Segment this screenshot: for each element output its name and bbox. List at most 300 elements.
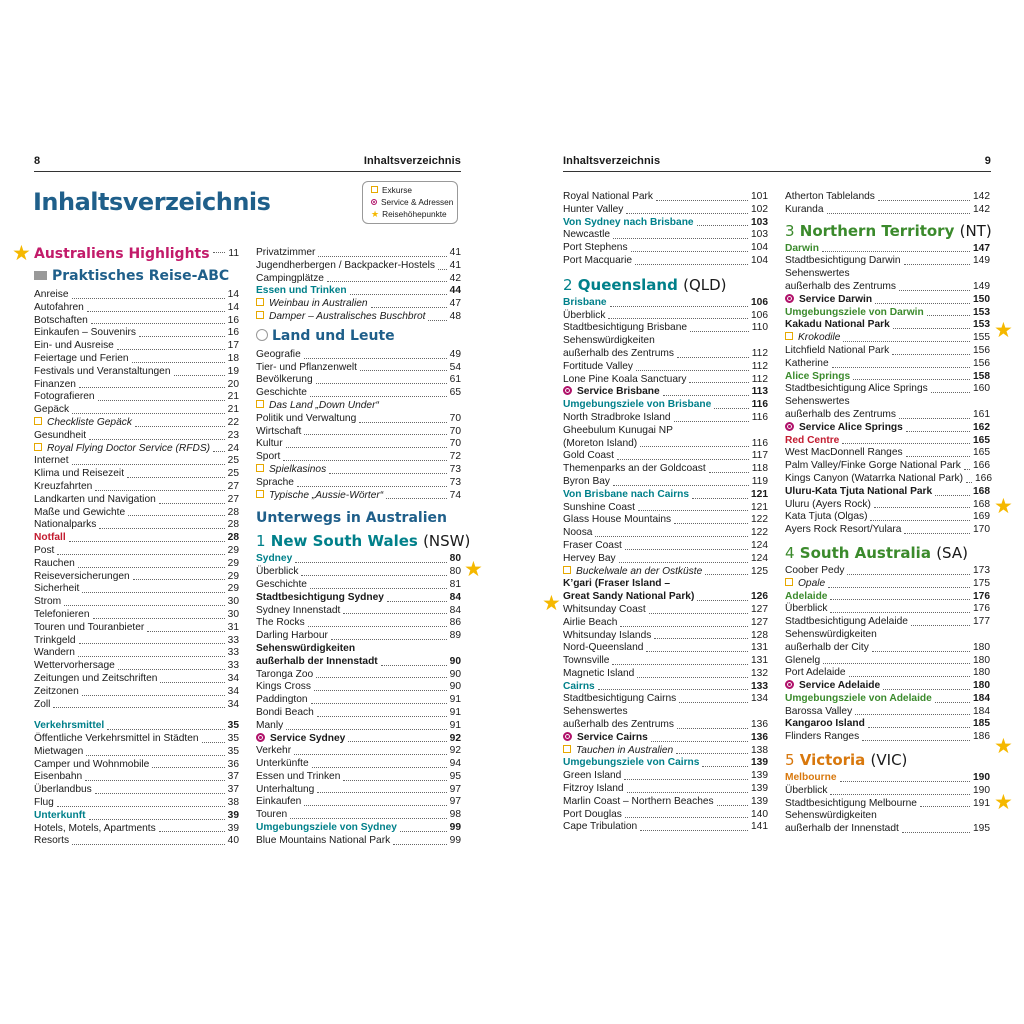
toc-entry[interactable] bbox=[563, 770, 768, 783]
toc-entry-page: 42 bbox=[449, 272, 461, 284]
toc-entry[interactable] bbox=[785, 435, 990, 448]
toc-entry-title: Geschichte bbox=[256, 578, 307, 590]
dot-leader bbox=[135, 426, 225, 427]
toc-entry[interactable] bbox=[34, 759, 239, 772]
toc-entry[interactable] bbox=[785, 332, 990, 345]
dot-leader bbox=[870, 520, 970, 521]
toc-entry[interactable] bbox=[34, 430, 239, 443]
toc-entry[interactable] bbox=[256, 247, 461, 260]
toc-entry[interactable] bbox=[256, 745, 461, 758]
toc-entry[interactable] bbox=[785, 294, 990, 307]
toc-entry[interactable] bbox=[785, 785, 990, 798]
toc-entry[interactable] bbox=[256, 592, 461, 605]
toc-entry[interactable] bbox=[256, 605, 461, 618]
toc-entry[interactable] bbox=[563, 361, 768, 374]
dot-leader bbox=[849, 676, 970, 677]
dot-leader bbox=[637, 677, 748, 678]
toc-entry[interactable] bbox=[34, 302, 239, 315]
toc-entry[interactable] bbox=[563, 348, 768, 361]
toc-entry[interactable] bbox=[256, 374, 461, 387]
toc-entry[interactable] bbox=[34, 571, 239, 584]
toc-entry-page: 142 bbox=[973, 203, 990, 215]
toc-entry[interactable] bbox=[34, 673, 239, 686]
dot-leader bbox=[631, 251, 748, 252]
dot-leader bbox=[832, 367, 970, 368]
toc-entry-title: Marlin Coast – Northern Beaches bbox=[563, 795, 714, 807]
toc-entry[interactable] bbox=[256, 426, 461, 439]
toc-entry[interactable] bbox=[563, 463, 768, 476]
toc-entry[interactable] bbox=[785, 191, 990, 204]
toc-entry-title: außerhalb des Zentrums bbox=[563, 719, 674, 731]
toc-entry-title: Wirtschaft bbox=[256, 425, 302, 437]
toc-entry-title: Sehenswürdigkeiten bbox=[563, 335, 655, 347]
toc-entry[interactable] bbox=[34, 366, 239, 379]
toc-entry[interactable] bbox=[785, 616, 990, 629]
toc-entry-title: Sicherheit bbox=[34, 583, 80, 595]
toc-entry[interactable] bbox=[563, 255, 768, 268]
toc-entry[interactable] bbox=[256, 707, 461, 720]
toc-entry[interactable] bbox=[785, 447, 990, 460]
toc-entry[interactable] bbox=[256, 630, 461, 643]
toc-entry-title: Maße und Gewichte bbox=[34, 506, 126, 518]
toc-entry-title: Bevölkerung bbox=[256, 374, 313, 386]
toc-entry-page: 160 bbox=[973, 383, 990, 395]
toc-entry-page: 48 bbox=[449, 310, 461, 322]
dot-leader bbox=[283, 460, 446, 461]
toc-entry[interactable] bbox=[34, 404, 239, 417]
dot-leader bbox=[304, 358, 447, 359]
dot-leader bbox=[830, 599, 970, 600]
toc-entry[interactable] bbox=[34, 609, 239, 622]
toc-entry[interactable] bbox=[785, 655, 990, 668]
toc-entry[interactable] bbox=[563, 412, 768, 425]
toc-entry[interactable] bbox=[563, 668, 768, 681]
toc-entry[interactable] bbox=[34, 494, 239, 507]
toc-entry[interactable] bbox=[256, 566, 461, 579]
toc-entry-page: 25 bbox=[227, 468, 239, 480]
dot-leader bbox=[862, 740, 970, 741]
dot-leader bbox=[438, 269, 447, 270]
toc-entry[interactable] bbox=[563, 386, 768, 399]
running-head-left: Inhaltsverzeichnis bbox=[363, 155, 461, 167]
toc-entry[interactable] bbox=[34, 784, 239, 797]
toc-entry-page: 90 bbox=[449, 681, 461, 693]
toc-entry[interactable] bbox=[34, 596, 239, 609]
toc-entry[interactable] bbox=[256, 579, 461, 592]
page-number-left: 8 bbox=[34, 155, 41, 167]
toc-entry[interactable] bbox=[256, 464, 461, 477]
toc-entry[interactable] bbox=[34, 797, 239, 810]
toc-entry[interactable] bbox=[256, 553, 461, 566]
toc-entry[interactable] bbox=[34, 532, 239, 545]
dot-leader bbox=[677, 728, 748, 729]
toc-entry[interactable] bbox=[34, 289, 239, 302]
toc-entry-page: 149 bbox=[973, 255, 990, 267]
toc-entry[interactable] bbox=[34, 468, 239, 481]
toc-entry[interactable] bbox=[785, 281, 990, 294]
toc-entry[interactable] bbox=[34, 558, 239, 571]
toc-entry[interactable] bbox=[563, 706, 768, 719]
toc-entry-title: Überblick bbox=[785, 603, 828, 615]
toc-entry[interactable] bbox=[34, 720, 239, 733]
toc-entry-title: Wettervorhersage bbox=[34, 660, 115, 672]
toc-entry[interactable] bbox=[563, 578, 768, 591]
toc-entry-page: 139 bbox=[751, 783, 768, 795]
toc-entry[interactable] bbox=[256, 451, 461, 464]
toc-entry[interactable] bbox=[563, 796, 768, 809]
toc-entry-page: 70 bbox=[449, 425, 461, 437]
toc-entry-page: 41 bbox=[449, 259, 461, 271]
toc-entry-title: Port Adelaide bbox=[785, 667, 846, 679]
legend-exkurse: Exkurse bbox=[371, 184, 457, 196]
toc-entry[interactable] bbox=[563, 489, 768, 502]
toc-entry[interactable] bbox=[256, 387, 461, 400]
toc-entry-title: Reiseversicherungen bbox=[34, 570, 130, 582]
toc-entry-page: 103 bbox=[751, 216, 768, 228]
toc-entry-page: 116 bbox=[751, 399, 768, 411]
toc-entry[interactable] bbox=[34, 315, 239, 328]
toc-entry-title: Palm Valley/Finke Gorge National Park bbox=[785, 460, 961, 472]
toc-entry[interactable] bbox=[256, 438, 461, 451]
toc-entry[interactable] bbox=[785, 486, 990, 499]
toc-entry[interactable] bbox=[256, 311, 461, 324]
toc-entry[interactable] bbox=[256, 758, 461, 771]
toc-entry[interactable] bbox=[256, 796, 461, 809]
toc-entry[interactable] bbox=[34, 481, 239, 494]
toc-entry[interactable] bbox=[256, 681, 461, 694]
dot-leader bbox=[677, 357, 749, 358]
toc-entry[interactable] bbox=[34, 519, 239, 532]
dot-leader bbox=[906, 456, 970, 457]
toc-entry[interactable] bbox=[256, 694, 461, 707]
toc-entry[interactable] bbox=[34, 622, 239, 635]
toc-entry[interactable] bbox=[256, 273, 461, 286]
toc-entry[interactable] bbox=[34, 746, 239, 759]
legend-box bbox=[362, 181, 458, 224]
toc-entry-title: Service Darwin bbox=[785, 294, 872, 307]
toc-entry-title: außerhalb der Innenstadt bbox=[256, 655, 378, 667]
toc-entry[interactable] bbox=[34, 583, 239, 596]
toc-entry[interactable] bbox=[563, 540, 768, 553]
toc-entry[interactable] bbox=[256, 349, 461, 362]
toc-entry-page: 124 bbox=[751, 552, 768, 564]
dot-leader bbox=[98, 400, 225, 401]
toc-entry[interactable] bbox=[563, 821, 768, 834]
toc-entry[interactable] bbox=[563, 374, 768, 387]
toc-entry[interactable] bbox=[785, 642, 990, 655]
toc-entry-page: 17 bbox=[227, 340, 239, 352]
toc-entry-title: Sehenswürdigkeiten bbox=[785, 628, 877, 640]
toc-entry[interactable] bbox=[34, 835, 239, 848]
dot-leader bbox=[906, 431, 970, 432]
toc-entry[interactable] bbox=[785, 629, 990, 642]
toc-entry[interactable] bbox=[34, 379, 239, 392]
dot-leader bbox=[57, 554, 224, 555]
dot-leader bbox=[636, 370, 749, 371]
toc-entry-title: Stadtbesichtigung Cairns bbox=[563, 693, 677, 705]
dot-leader bbox=[87, 311, 225, 312]
dot-leader bbox=[107, 729, 224, 730]
toc-entry-page: 73 bbox=[449, 476, 461, 488]
toc-entry[interactable] bbox=[563, 242, 768, 255]
toc-entry-page: 38 bbox=[227, 797, 239, 809]
toc-entry[interactable] bbox=[563, 681, 768, 694]
toc-entry[interactable] bbox=[785, 731, 990, 744]
toc-entry[interactable] bbox=[256, 490, 461, 503]
toc-entry[interactable] bbox=[563, 502, 768, 515]
toc-entry[interactable] bbox=[256, 822, 461, 835]
toc-entry[interactable] bbox=[34, 823, 239, 836]
toc-entry[interactable] bbox=[563, 191, 768, 204]
toc-entry[interactable] bbox=[563, 514, 768, 527]
toc-entry[interactable] bbox=[563, 757, 768, 770]
toc-entry-page: 180 bbox=[973, 680, 990, 692]
toc-entry[interactable] bbox=[563, 604, 768, 617]
dot-leader bbox=[935, 495, 970, 496]
dot-leader bbox=[625, 817, 748, 818]
toc-entry-page: 37 bbox=[227, 771, 239, 783]
toc-entry[interactable] bbox=[563, 310, 768, 323]
toc-entry[interactable] bbox=[563, 335, 768, 348]
dot-leader bbox=[627, 792, 748, 793]
toc-entry-page: 116 bbox=[751, 437, 768, 449]
toc-entry[interactable] bbox=[785, 319, 990, 332]
toc-entry-page: 22 bbox=[227, 416, 239, 428]
dot-leader bbox=[72, 464, 225, 465]
toc-entry[interactable] bbox=[34, 327, 239, 340]
toc-entry[interactable] bbox=[785, 409, 990, 422]
toc-entry[interactable] bbox=[785, 383, 990, 396]
toc-list-col1 bbox=[34, 289, 239, 848]
exkurs-box-icon bbox=[371, 186, 378, 193]
toc-entry[interactable] bbox=[785, 798, 990, 811]
dot-leader bbox=[705, 574, 748, 575]
toc-entry-page: 139 bbox=[751, 757, 768, 769]
toc-entry-page: 34 bbox=[227, 698, 239, 710]
dot-leader bbox=[674, 523, 748, 524]
toc-entry-page: 102 bbox=[751, 203, 768, 215]
toc-entry-title: Stadtbesichtigung Melbourne bbox=[785, 797, 917, 809]
dot-leader bbox=[393, 844, 446, 845]
toc-entry[interactable] bbox=[785, 345, 990, 358]
toc-entry[interactable] bbox=[34, 810, 239, 823]
toc-entry[interactable] bbox=[256, 733, 461, 746]
toc-entry[interactable] bbox=[34, 443, 239, 456]
toc-list-col4a bbox=[785, 191, 990, 217]
toc-entry[interactable] bbox=[256, 285, 461, 298]
toc-entry[interactable] bbox=[563, 617, 768, 630]
toc-entry[interactable] bbox=[785, 603, 990, 616]
toc-entry[interactable] bbox=[785, 578, 990, 591]
toc-entry[interactable] bbox=[563, 809, 768, 822]
toc-entry[interactable] bbox=[34, 417, 239, 430]
toc-entry-title: Verkehrsmittel bbox=[34, 720, 105, 732]
toc-entry[interactable] bbox=[34, 647, 239, 660]
toc-entry[interactable] bbox=[34, 353, 239, 366]
toc-entry[interactable] bbox=[256, 617, 461, 630]
toc-entry[interactable] bbox=[256, 298, 461, 311]
toc-entry-title: Stadtbesichtigung Sydney bbox=[256, 591, 384, 603]
toc-entry[interactable] bbox=[563, 732, 768, 745]
toc-entry[interactable] bbox=[563, 655, 768, 668]
toc-entry[interactable] bbox=[256, 260, 461, 273]
toc-entry[interactable] bbox=[563, 438, 768, 451]
toc-entry[interactable] bbox=[785, 243, 990, 256]
toc-entry-title: Zeitungen und Zeitschriften bbox=[34, 672, 158, 684]
toc-entry[interactable] bbox=[563, 476, 768, 489]
toc-entry[interactable] bbox=[563, 630, 768, 643]
toc-entry[interactable] bbox=[563, 399, 768, 412]
toc-entry-page: 104 bbox=[751, 242, 768, 254]
toc-entry-title: Glenelg bbox=[785, 654, 821, 666]
toc-entry-title: außerhalb des Zentrums bbox=[785, 408, 896, 420]
toc-entry[interactable] bbox=[34, 686, 239, 699]
toc-entry[interactable] bbox=[34, 455, 239, 468]
toc-entry[interactable] bbox=[256, 643, 461, 656]
toc-entry-page: 18 bbox=[227, 352, 239, 364]
toc-entry[interactable] bbox=[785, 667, 990, 680]
toc-entry[interactable] bbox=[785, 591, 990, 604]
toc-column-2 bbox=[256, 247, 471, 848]
toc-entry-page: 125 bbox=[751, 565, 768, 577]
toc-entry[interactable] bbox=[785, 565, 990, 578]
toc-entry-page: 134 bbox=[751, 693, 768, 705]
toc-entry[interactable] bbox=[34, 340, 239, 353]
dot-leader bbox=[717, 805, 748, 806]
toc-entry-page: 112 bbox=[751, 347, 768, 359]
toc-entry-title: Klima und Reisezeit bbox=[34, 468, 125, 480]
toc-entry[interactable] bbox=[563, 322, 768, 335]
toc-entry-title: Typische „Aussie-Wörter“ bbox=[256, 490, 383, 503]
toc-entry[interactable] bbox=[785, 473, 990, 486]
dot-leader bbox=[290, 818, 447, 819]
toc-entry-title: Port Stephens bbox=[563, 242, 628, 254]
dot-leader bbox=[133, 579, 225, 580]
toc-entry-page: 112 bbox=[751, 360, 768, 372]
toc-entry[interactable] bbox=[785, 307, 990, 320]
toc-entry-title: Airlie Beach bbox=[563, 616, 618, 628]
toc-entry-page: 90 bbox=[449, 668, 461, 680]
toc-entry[interactable] bbox=[785, 460, 990, 473]
toc-entry[interactable] bbox=[785, 718, 990, 731]
toc-entry[interactable] bbox=[256, 362, 461, 375]
toc-entry[interactable] bbox=[785, 358, 990, 371]
toc-entry[interactable] bbox=[563, 693, 768, 706]
toc-entry[interactable] bbox=[785, 371, 990, 384]
toc-entry-page: 16 bbox=[227, 314, 239, 326]
toc-list-col2b bbox=[256, 349, 461, 503]
toc-entry-title: Wandern bbox=[34, 647, 75, 659]
toc-entry[interactable] bbox=[785, 524, 990, 537]
highlight-star-icon: ★ bbox=[994, 791, 1013, 814]
toc-entry[interactable] bbox=[785, 255, 990, 268]
toc-entry[interactable] bbox=[256, 720, 461, 733]
toc-entry[interactable] bbox=[785, 422, 990, 435]
toc-entry-page: 169 bbox=[973, 511, 990, 523]
toc-entry[interactable] bbox=[256, 400, 461, 413]
toc-entry-page: 180 bbox=[973, 654, 990, 666]
dot-leader bbox=[132, 362, 225, 363]
dot-leader bbox=[400, 831, 447, 832]
toc-entry[interactable] bbox=[563, 297, 768, 310]
toc-entry[interactable] bbox=[256, 771, 461, 784]
dot-leader bbox=[213, 451, 225, 452]
toc-entry[interactable] bbox=[256, 477, 461, 490]
toc-entry-title: Newcastle bbox=[563, 229, 610, 241]
toc-entry[interactable] bbox=[785, 268, 990, 281]
toc-entry[interactable] bbox=[563, 642, 768, 655]
toc-entry-title: Sehenswertes bbox=[785, 396, 850, 408]
toc-entry[interactable] bbox=[34, 771, 239, 784]
toc-entry[interactable] bbox=[785, 706, 990, 719]
toc-entry[interactable] bbox=[563, 527, 768, 540]
toc-entry[interactable] bbox=[785, 499, 990, 512]
toc-entry[interactable] bbox=[785, 772, 990, 785]
toc-entry[interactable] bbox=[34, 507, 239, 520]
toc-entry-title: Kings Canyon (Watarrka National Park) bbox=[785, 472, 963, 484]
toc-entry-title: Stadtbesichtigung Brisbane bbox=[563, 322, 688, 334]
toc-entry[interactable] bbox=[785, 680, 990, 693]
toc-entry-page: 28 bbox=[227, 506, 239, 518]
toc-entry[interactable] bbox=[563, 566, 768, 579]
toc-entry-highlights[interactable]: Australiens Highlights 11 bbox=[34, 245, 239, 262]
toc-entry[interactable] bbox=[563, 204, 768, 217]
toc-entry[interactable] bbox=[256, 784, 461, 797]
toc-entry[interactable] bbox=[785, 204, 990, 217]
toc-entry-page: 37 bbox=[227, 784, 239, 796]
toc-entry[interactable] bbox=[563, 553, 768, 566]
toc-entry[interactable] bbox=[34, 545, 239, 558]
toc-entry-page: 191 bbox=[973, 797, 990, 809]
dot-leader bbox=[635, 264, 748, 265]
toc-entry[interactable] bbox=[563, 229, 768, 242]
toc-entry[interactable] bbox=[785, 511, 990, 524]
toc-entry[interactable] bbox=[563, 783, 768, 796]
toc-entry[interactable] bbox=[785, 823, 990, 836]
toc-entry[interactable] bbox=[34, 635, 239, 648]
toc-entry[interactable] bbox=[785, 396, 990, 409]
dot-leader bbox=[343, 613, 446, 614]
dot-leader bbox=[823, 663, 970, 664]
toc-entry[interactable] bbox=[256, 835, 461, 848]
toc-entry[interactable] bbox=[34, 699, 239, 712]
dot-leader bbox=[301, 575, 446, 576]
toc-entry[interactable] bbox=[34, 733, 239, 746]
dot-leader bbox=[82, 592, 224, 593]
dot-leader bbox=[286, 729, 446, 730]
toc-entry[interactable] bbox=[256, 656, 461, 669]
toc-entry-page: 44 bbox=[449, 285, 461, 297]
toc-entry[interactable] bbox=[563, 450, 768, 463]
toc-entry[interactable] bbox=[563, 591, 768, 604]
toc-entry[interactable] bbox=[563, 745, 768, 758]
toc-entry[interactable] bbox=[256, 413, 461, 426]
toc-entry-title: Noosa bbox=[563, 527, 593, 539]
toc-entry[interactable] bbox=[34, 660, 239, 673]
toc-entry-title: Checkliste Gepäck bbox=[34, 417, 132, 430]
toc-entry[interactable] bbox=[785, 693, 990, 706]
toc-entry-title: Kings Cross bbox=[256, 681, 311, 693]
toc-entry[interactable] bbox=[563, 217, 768, 230]
toc-entry[interactable] bbox=[256, 809, 461, 822]
toc-entry[interactable] bbox=[256, 669, 461, 682]
toc-entry[interactable] bbox=[34, 391, 239, 404]
toc-entry[interactable] bbox=[563, 719, 768, 732]
toc-entry[interactable] bbox=[563, 425, 768, 438]
toc-entry[interactable] bbox=[785, 810, 990, 823]
service-circle-icon bbox=[371, 199, 377, 205]
toc-entry-page: 65 bbox=[449, 387, 461, 399]
